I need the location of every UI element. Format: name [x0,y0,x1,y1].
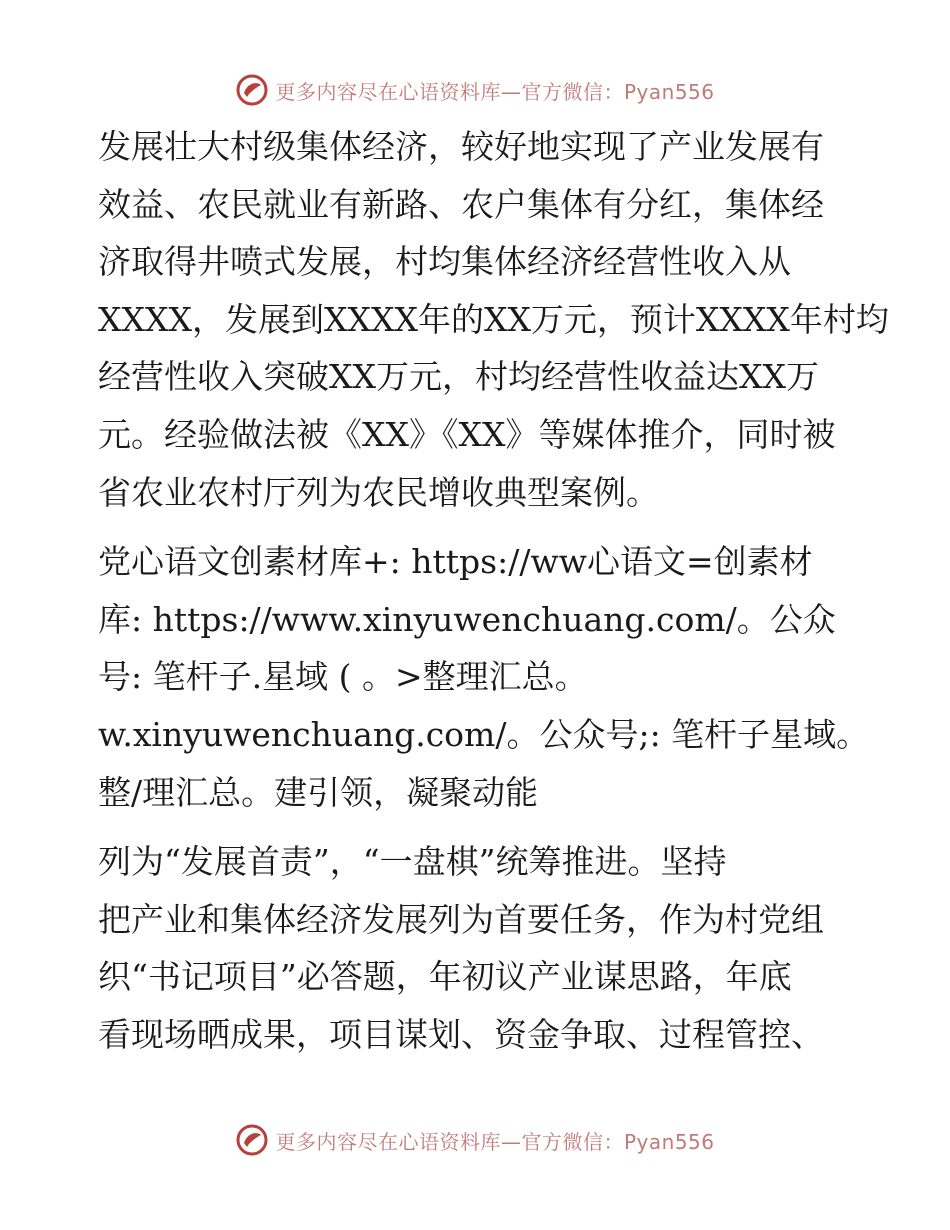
header-wechat-label: 官方微信： [521,79,624,104]
text-line: 库: https://www.xinyuwenchuang.com/。公众 [98,599,836,639]
paragraph-1 [98,118,889,521]
text-line: 织“书记项目”必答题，年初议产业谋思路，年底 [98,957,792,997]
text-line: 整/理汇总。建引领，凝聚动能 [98,772,539,812]
footer-brand-text: 更多内容尽在心语资料库 [275,1129,501,1154]
header-wechat-id: Pyan556 [623,79,715,104]
header-dash: — [500,79,522,104]
text-line: 济取得井喷式发展，村均集体经济经营性收入从 [98,242,791,282]
footer-dash: — [500,1129,522,1154]
text-line: 发展壮大村级集体经济，较好地实现了产业发展有 [98,127,824,166]
text-line: w.xinyuwenchuang.com/。公众号;: 笔杆子星域。 [98,714,870,754]
footer-wechat-id: Pyan556 [623,1129,715,1154]
logo-icon [235,1123,269,1157]
paragraph-2 [98,533,870,821]
text-line: 列为“发展首责”，“一盘棋”统筹推进。坚持 [98,842,727,882]
text-line: 效益、农民就业有新路、农户集体有分红，集体经 [98,184,824,224]
footer-wechat-label: 官方微信： [521,1129,624,1154]
header-watermark [0,70,950,110]
text-line: 元。经验做法被《XX》《XX》等媒体推介，同时被 [98,414,836,454]
header-brand-text: 更多内容尽在心语资料库 [275,79,501,104]
text-line: 省农业农村厅列为农民增收典型案例。 [98,472,659,512]
text-line: 看现场晒成果，项目谋划、资金争取、过程管控、 [98,1014,824,1054]
document-body [98,118,889,1064]
text-line: 经营性收入突破XX万元，村均经营性收益达XX万 [98,357,819,397]
logo-icon [235,73,269,107]
text-line: 党心语文创素材库+: https://ww心语文=创素材 [98,542,813,582]
text-line: 号: 笔杆子.星域 ( 。>整理汇总。 [98,657,588,697]
footer-watermark [0,1120,950,1160]
text-line: XXXX，发展到XXXX年的XX万元，预计XXXX年村均 [98,299,889,339]
paragraph-3 [98,833,858,1063]
text-line: 把产业和集体经济发展列为首要任务，作为村党组 [98,899,824,939]
